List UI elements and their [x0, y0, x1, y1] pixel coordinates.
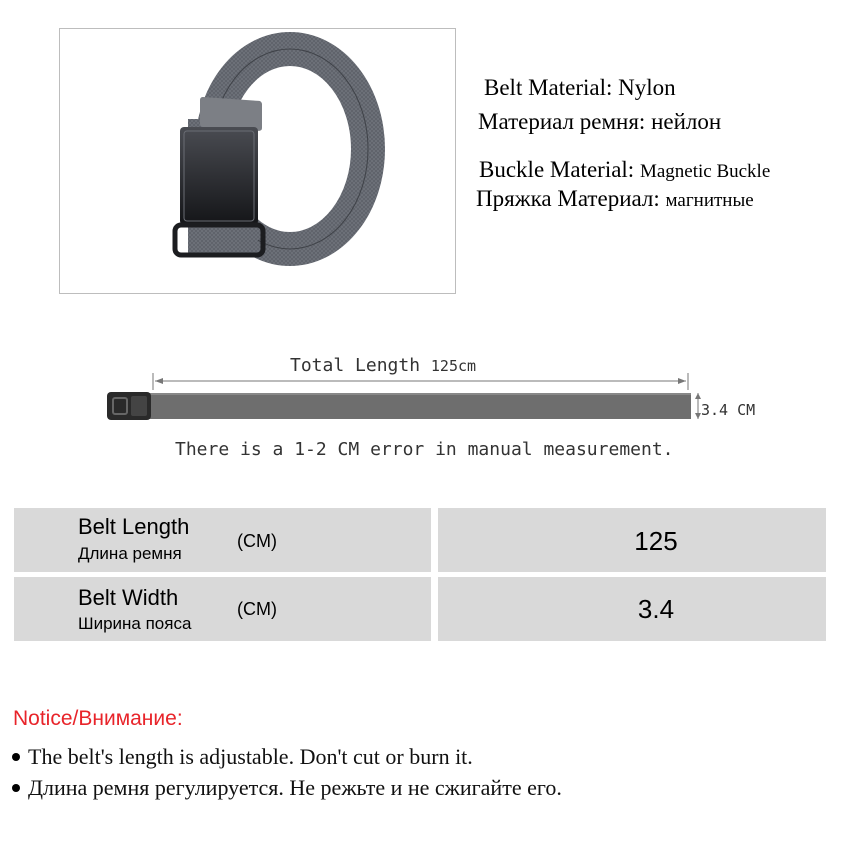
- notice-line-ru-text: Длина ремня регулируется. Не режьте и не сжигайте его.: [28, 775, 562, 800]
- spec-label-cell-width: [14, 577, 431, 641]
- buckle-material-ru: [476, 187, 754, 210]
- width-value: 3.4 CM: [701, 401, 756, 419]
- buckle-material-en-value: Magnetic Buckle: [639, 161, 771, 182]
- dimension-diagram: [95, 345, 795, 470]
- product-photo-frame: [59, 28, 456, 294]
- belt-material-ru-value: нейлон: [651, 109, 722, 134]
- total-length-text: [290, 355, 476, 376]
- spec-value-cell-width: [438, 577, 826, 641]
- spec-value-cell-length: [438, 508, 826, 572]
- buckle-material-ru-label: Пряжка Материал:: [476, 186, 660, 211]
- bullet-dot-icon: [12, 753, 20, 761]
- belt-material-ru: [478, 110, 721, 133]
- total-length-value: 125cm: [430, 357, 477, 375]
- belt-length-value: 125: [634, 526, 678, 556]
- notice-line-en: [12, 746, 473, 768]
- belt-width-label-en: Belt Width: [78, 585, 179, 610]
- spec-label-cell-length: [14, 508, 431, 572]
- notice-line-ru: [12, 777, 562, 799]
- bullet-dot-icon: [12, 784, 20, 792]
- belt-material-ru-label: Материал ремня:: [478, 109, 646, 134]
- measurement-note: There is a 1-2 CM error in manual measurement.: [175, 439, 674, 460]
- total-length-label: Total Length: [290, 355, 421, 376]
- belt-material-en-label: Belt Material:: [484, 75, 613, 100]
- notice-line-en-text: The belt's length is adjustable. Don't cut or burn it.: [28, 744, 473, 769]
- belt-material-en-value: Nylon: [618, 75, 676, 100]
- buckle-material-en-label: Buckle Material:: [479, 157, 635, 182]
- belt-material-en: [484, 76, 676, 99]
- belt-width-value: 3.4: [637, 594, 675, 624]
- buckle-material-en: [479, 158, 770, 181]
- belt-photo-icon: [60, 29, 457, 295]
- belt-width-unit: (CM): [237, 599, 277, 619]
- belt-width-label-ru: Ширина пояса: [78, 614, 192, 633]
- buckle-material-ru-value: магнитные: [665, 190, 754, 211]
- belt-length-label-ru: Длина ремня: [78, 544, 182, 563]
- belt-length-label-en: Belt Length: [78, 514, 190, 539]
- belt-length-unit: (CM): [237, 531, 277, 551]
- notice-title: Notice/Внимание:: [13, 707, 183, 730]
